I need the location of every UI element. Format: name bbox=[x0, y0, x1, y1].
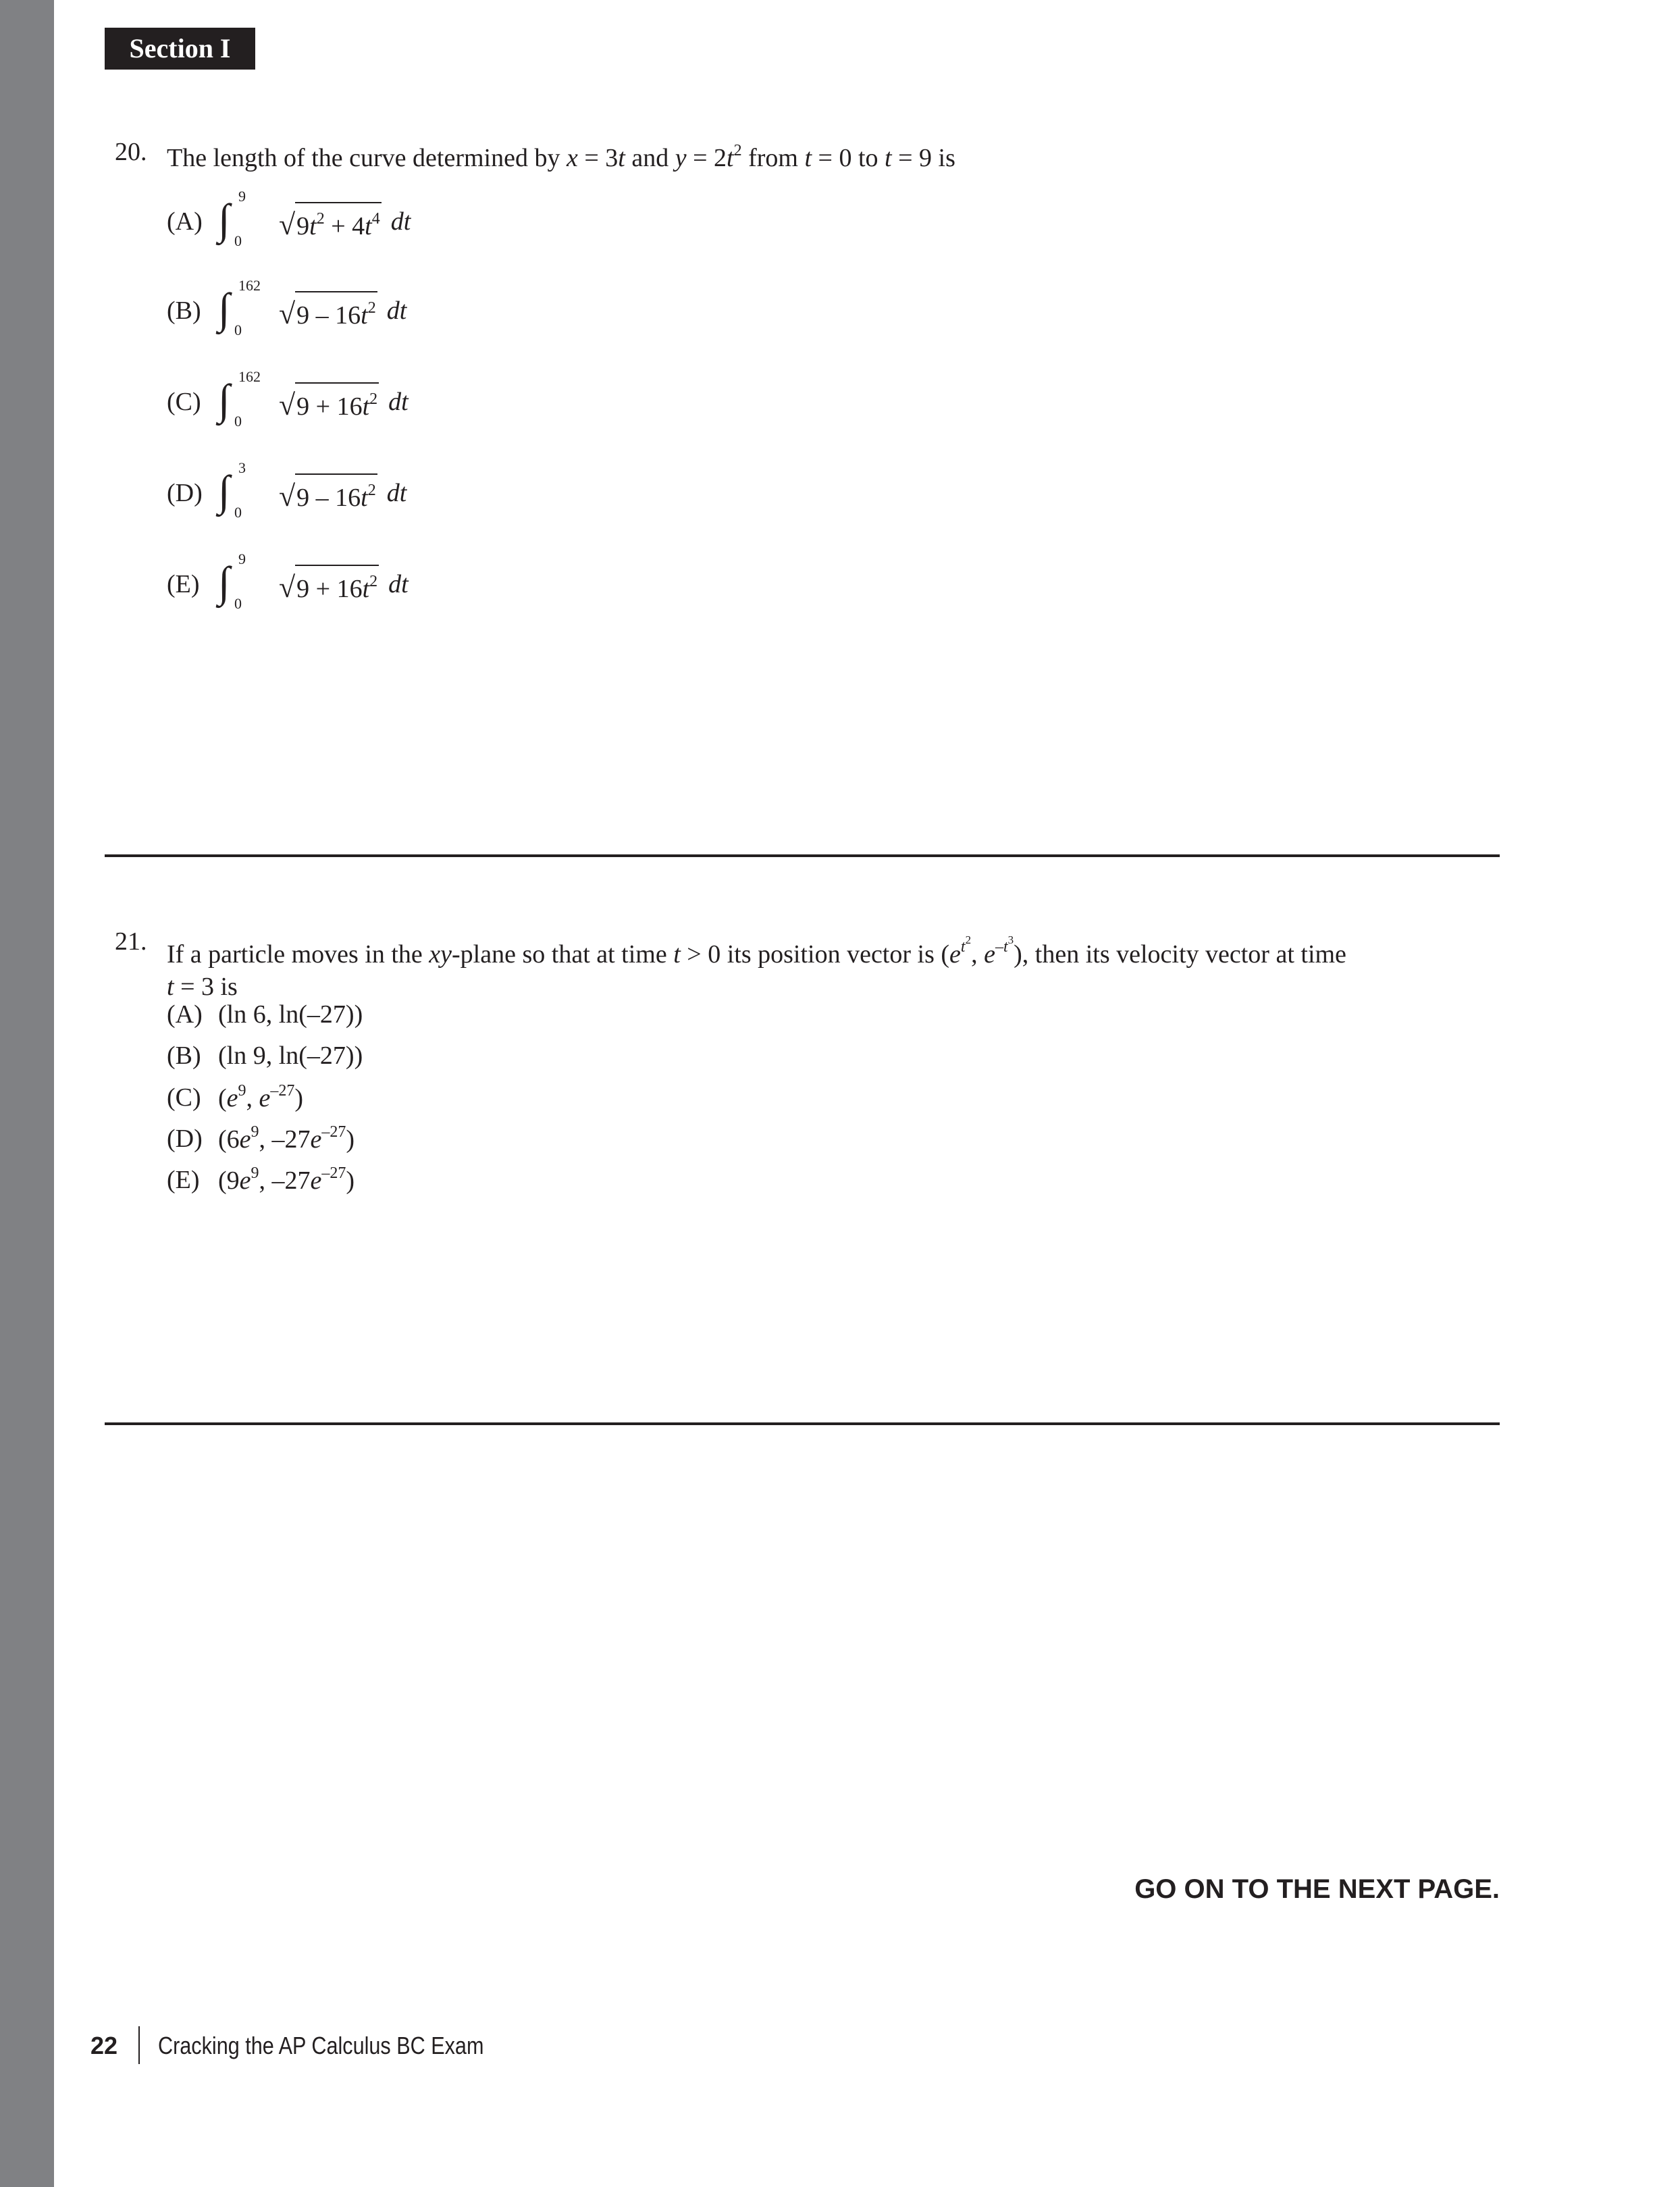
differential: dt bbox=[386, 297, 407, 325]
math-segment: e bbox=[239, 1125, 251, 1154]
differential: dt bbox=[386, 479, 407, 507]
math-segment: = 0 to bbox=[812, 144, 885, 172]
math-segment: (ln 6, ln(–27)) bbox=[218, 1000, 363, 1029]
math-segment: (6 bbox=[218, 1125, 240, 1154]
option-label: (A) bbox=[167, 1000, 203, 1029]
math-segment: e bbox=[226, 1084, 238, 1112]
math-segment: –27 bbox=[321, 1123, 346, 1141]
math-segment: = 9 is bbox=[891, 144, 955, 172]
math-segment: -plane so that at time bbox=[452, 940, 674, 969]
option-text bbox=[218, 1041, 363, 1071]
integral-symbol bbox=[218, 550, 279, 618]
radical-sign-icon: √ bbox=[279, 207, 296, 241]
math-segment: , bbox=[971, 940, 985, 969]
square-root bbox=[279, 291, 377, 331]
radicand bbox=[295, 565, 379, 604]
option-label: (E) bbox=[167, 1166, 200, 1194]
differential: dt bbox=[388, 570, 409, 598]
math-segment: t bbox=[365, 211, 372, 240]
radicand bbox=[295, 202, 382, 242]
square-root bbox=[279, 202, 382, 242]
option-label: (A) bbox=[167, 207, 203, 236]
upper-limit: 9 bbox=[238, 550, 246, 567]
math-segment: ) bbox=[294, 1084, 304, 1112]
upper-limit: 162 bbox=[238, 368, 261, 385]
math-segment: 3 bbox=[1007, 933, 1014, 946]
math-segment: e bbox=[310, 1166, 322, 1195]
math-segment: (ln 9, ln(–27)) bbox=[218, 1041, 363, 1070]
radical-sign-icon: √ bbox=[279, 388, 296, 421]
option-label: (E) bbox=[167, 570, 200, 598]
square-root bbox=[279, 382, 379, 422]
book-title: Cracking the AP Calculus BC Exam bbox=[158, 2032, 484, 2059]
answer-option[interactable] bbox=[167, 550, 409, 618]
square-root bbox=[279, 473, 377, 513]
integral-symbol bbox=[218, 368, 279, 436]
differential: dt bbox=[390, 207, 411, 236]
math-segment: 9 + 16 bbox=[296, 574, 363, 603]
divider-rule bbox=[105, 854, 1500, 857]
answer-option[interactable] bbox=[167, 459, 406, 527]
integral-symbol bbox=[218, 459, 279, 527]
math-segment: from bbox=[741, 144, 805, 172]
divider-rule bbox=[105, 1422, 1500, 1425]
math-segment: 9 bbox=[251, 1123, 259, 1141]
math-segment: If a particle moves in the bbox=[167, 940, 429, 969]
math-segment: t bbox=[727, 144, 734, 172]
radical-sign-icon: √ bbox=[279, 297, 296, 330]
answer-option[interactable] bbox=[167, 277, 406, 344]
answer-option[interactable] bbox=[167, 188, 411, 255]
math-segment: 2 bbox=[367, 481, 376, 499]
math-segment: e bbox=[239, 1166, 251, 1195]
math-segment: ) bbox=[346, 1166, 355, 1195]
upper-limit: 9 bbox=[238, 188, 246, 205]
upper-limit: 162 bbox=[238, 277, 261, 294]
math-segment: 2 bbox=[367, 299, 376, 317]
integral-sign-icon: ∫ bbox=[218, 467, 230, 515]
math-segment: t bbox=[885, 144, 892, 172]
math-segment: e bbox=[949, 940, 961, 969]
math-segment: 2 bbox=[369, 572, 378, 590]
math-segment: t bbox=[618, 144, 625, 172]
integral-sign-icon: ∫ bbox=[218, 195, 230, 243]
integral-sign-icon: ∫ bbox=[218, 558, 230, 606]
math-segment: 2 bbox=[733, 142, 742, 159]
lower-limit: 0 bbox=[234, 504, 242, 521]
math-segment: t bbox=[673, 940, 681, 969]
option-label: (B) bbox=[167, 1041, 201, 1070]
math-segment: e bbox=[259, 1084, 271, 1112]
math-segment: e bbox=[310, 1125, 322, 1154]
radical-sign-icon: √ bbox=[279, 570, 296, 604]
math-segment: 9 + 16 bbox=[296, 392, 363, 421]
answer-option[interactable] bbox=[167, 1041, 363, 1071]
answer-option[interactable] bbox=[167, 1164, 355, 1195]
page-edge-bar bbox=[0, 0, 54, 2187]
math-segment: y bbox=[675, 144, 687, 172]
answer-option[interactable] bbox=[167, 1000, 363, 1029]
section-label: Section I bbox=[105, 28, 255, 70]
upper-limit: 3 bbox=[238, 459, 246, 476]
math-segment: xy bbox=[429, 940, 452, 969]
integral-sign-icon: ∫ bbox=[218, 284, 230, 332]
math-segment: t bbox=[309, 211, 317, 240]
option-label: (D) bbox=[167, 479, 203, 507]
math-segment: t bbox=[804, 144, 812, 172]
math-segment: 2 bbox=[369, 390, 378, 408]
option-text bbox=[218, 1164, 355, 1195]
question-stem bbox=[167, 924, 1346, 1003]
footer-divider bbox=[138, 2026, 140, 2064]
option-label: (B) bbox=[167, 297, 201, 325]
option-text bbox=[218, 1082, 303, 1113]
option-text bbox=[218, 1000, 363, 1029]
math-segment: > 0 its position vector is ( bbox=[680, 940, 950, 969]
lower-limit: 0 bbox=[234, 413, 242, 430]
math-segment: e bbox=[984, 940, 995, 969]
option-label: (C) bbox=[167, 1083, 201, 1112]
radicand bbox=[295, 291, 377, 331]
math-segment: = 2 bbox=[686, 144, 727, 172]
math-segment: –27 bbox=[321, 1164, 346, 1182]
math-segment: 9 – 16 bbox=[296, 483, 361, 512]
option-text bbox=[218, 1123, 355, 1154]
answer-option[interactable] bbox=[167, 1123, 355, 1154]
math-segment: t bbox=[361, 301, 368, 330]
radicand bbox=[295, 473, 377, 513]
math-segment: 2 bbox=[316, 209, 325, 228]
math-segment: 9 bbox=[251, 1164, 259, 1182]
integral-sign-icon: ∫ bbox=[218, 376, 230, 423]
integral-symbol bbox=[218, 277, 279, 344]
math-segment: 9 bbox=[296, 211, 310, 240]
math-segment: ) bbox=[346, 1125, 355, 1154]
page-number: 22 bbox=[90, 2032, 118, 2059]
answer-option[interactable] bbox=[167, 368, 409, 436]
math-segment: (9 bbox=[218, 1166, 240, 1195]
math-segment: and bbox=[625, 144, 675, 172]
math-segment: ), then its velocity vector at time bbox=[1014, 940, 1346, 969]
math-segment: t bbox=[167, 973, 174, 1001]
lower-limit: 0 bbox=[234, 595, 242, 612]
math-segment: 2 bbox=[965, 933, 972, 946]
answer-option[interactable] bbox=[167, 1082, 303, 1113]
math-segment: ( bbox=[218, 1084, 227, 1112]
question-number: 21. bbox=[115, 927, 147, 956]
math-segment: = 3 bbox=[577, 144, 619, 172]
math-segment: , –27 bbox=[259, 1166, 311, 1195]
math-segment: t bbox=[362, 574, 370, 603]
math-segment: The length of the curve determined by bbox=[167, 144, 567, 172]
integral-symbol bbox=[218, 188, 279, 255]
radicand bbox=[295, 382, 379, 422]
radical-sign-icon: √ bbox=[279, 479, 296, 513]
square-root bbox=[279, 565, 379, 604]
math-segment: t bbox=[361, 483, 368, 512]
math-segment: t bbox=[362, 392, 370, 421]
math-segment: x bbox=[566, 144, 578, 172]
math-segment: –t bbox=[995, 938, 1008, 956]
math-segment: t bbox=[960, 938, 966, 956]
math-segment: 4 bbox=[371, 209, 380, 228]
math-segment: 9 – 16 bbox=[296, 301, 361, 330]
go-on-notice: GO ON TO THE NEXT PAGE. bbox=[1134, 1874, 1500, 1904]
math-segment: 9 bbox=[238, 1082, 246, 1100]
math-segment: –27 bbox=[270, 1082, 295, 1100]
math-segment: , bbox=[246, 1084, 259, 1112]
lower-limit: 0 bbox=[234, 321, 242, 338]
lower-limit: 0 bbox=[234, 232, 242, 249]
differential: dt bbox=[388, 388, 409, 416]
math-segment: , –27 bbox=[259, 1125, 311, 1154]
question-number: 20. bbox=[115, 138, 147, 166]
question-stem bbox=[167, 134, 955, 174]
option-label: (D) bbox=[167, 1125, 203, 1153]
option-label: (C) bbox=[167, 388, 201, 416]
math-segment: = 3 is bbox=[174, 973, 238, 1001]
math-segment: + 4 bbox=[324, 211, 365, 240]
